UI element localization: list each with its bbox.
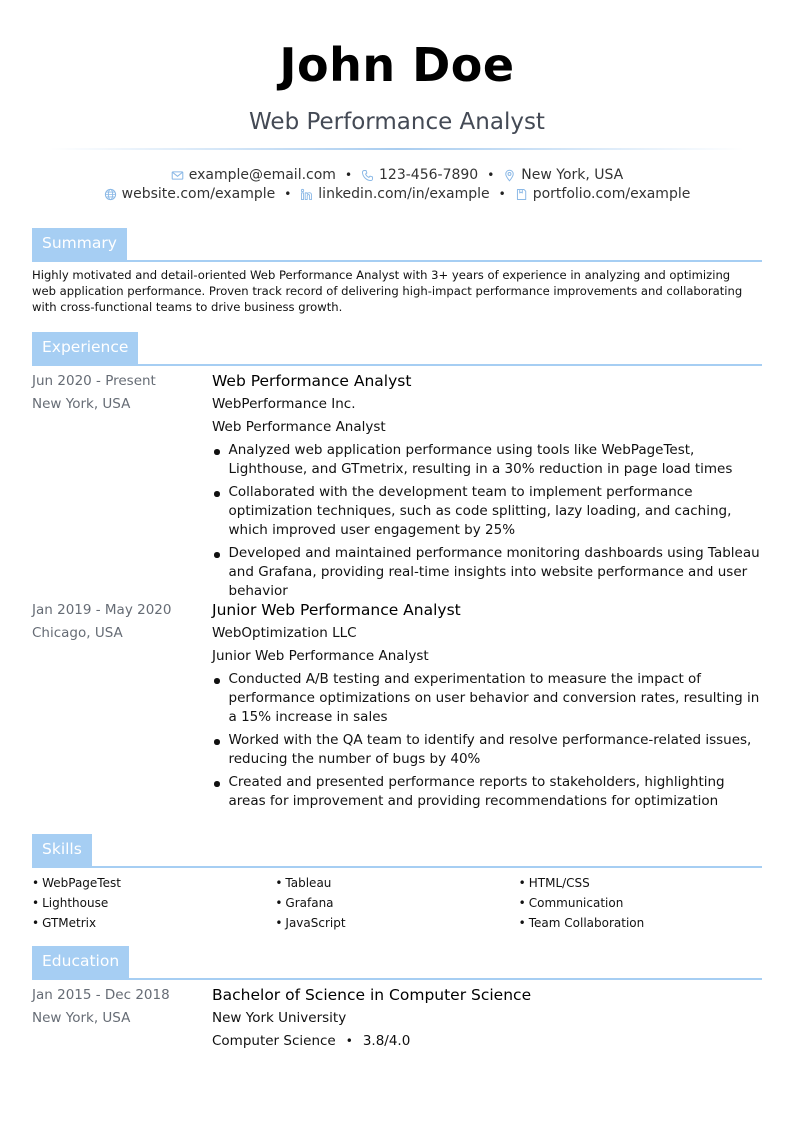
skill-name: HTML/CSS bbox=[528, 876, 590, 890]
candidate-title: Web Performance Analyst bbox=[249, 109, 545, 135]
job-bullet: Worked with the QA team to identify and resolve performance-related issues, reducing the number of bugs by 40% bbox=[212, 731, 762, 769]
skill-name: Lighthouse bbox=[42, 896, 109, 910]
job-bullet: Collaborated with the development team to implement performance optimization techniques, such as code splitting, lazy loading, and caching, which improved user engagement by 25% bbox=[212, 483, 762, 540]
bullet-dot: • bbox=[32, 876, 40, 890]
job-bullet: Created and presented performance reports to stakeholders, highlighting areas for improvement and providing recommendations for optimization bbox=[212, 773, 762, 811]
contact-separator: • bbox=[498, 187, 506, 201]
skill-name: Tableau bbox=[285, 876, 332, 890]
mail-icon bbox=[171, 169, 184, 182]
skill-item bbox=[519, 893, 762, 913]
job-location: Chicago, USA bbox=[32, 625, 123, 641]
experience-section-label: Experience bbox=[32, 332, 138, 364]
education-date: Jan 2015 - Dec 2018 bbox=[32, 987, 170, 1003]
education-field-gpa bbox=[212, 1032, 762, 1051]
contact-row-links bbox=[0, 185, 794, 203]
education-field: Computer Science bbox=[212, 1033, 336, 1049]
job-date: Jan 2019 - May 2020 bbox=[32, 602, 172, 618]
skill-name: JavaScript bbox=[285, 916, 346, 930]
job-details bbox=[212, 372, 762, 605]
contact-linkedin-text: linkedin.com/in/example bbox=[318, 186, 490, 202]
education-section-label: Education bbox=[32, 946, 129, 978]
job-position: Junior Web Performance Analyst bbox=[212, 648, 429, 664]
skill-name: Grafana bbox=[285, 896, 334, 910]
skills-column bbox=[275, 873, 518, 933]
contact-phone[interactable] bbox=[361, 166, 478, 184]
skill-name: GTMetrix bbox=[42, 916, 97, 930]
job-date: Jun 2020 - Present bbox=[32, 373, 156, 389]
skill-item bbox=[275, 873, 518, 893]
contact-email[interactable] bbox=[171, 166, 336, 184]
skill-item bbox=[519, 913, 762, 933]
education-gpa: 3.8/4.0 bbox=[362, 1033, 411, 1049]
skill-item bbox=[32, 913, 275, 933]
skills-column bbox=[32, 873, 275, 933]
skill-item bbox=[32, 893, 275, 913]
skill-name: Communication bbox=[528, 896, 624, 910]
bullet-dot: • bbox=[518, 876, 526, 890]
contact-portfolio-text: portfolio.com/example bbox=[532, 186, 691, 202]
skill-item bbox=[32, 873, 275, 893]
experience-section-header bbox=[32, 332, 762, 366]
job-bullet: Developed and maintained performance monitoring dashboards using Tableau and Grafana, providing real-time insights into website performance and user behavior bbox=[212, 544, 762, 601]
job-details bbox=[212, 601, 762, 815]
contact-location-text: New York, USA bbox=[521, 167, 624, 183]
skills-section-label: Skills bbox=[32, 834, 92, 866]
contact-website[interactable] bbox=[104, 185, 276, 203]
job-location: New York, USA bbox=[32, 396, 131, 412]
bullet-dot: • bbox=[275, 916, 283, 930]
portfolio-icon bbox=[515, 188, 528, 201]
header-divider bbox=[50, 148, 744, 150]
education-separator: • bbox=[345, 1034, 353, 1048]
contact-email-text: example@email.com bbox=[188, 167, 336, 183]
skill-item bbox=[519, 873, 762, 893]
job-company: WebPerformance Inc. bbox=[212, 396, 356, 412]
education-details bbox=[212, 986, 762, 1051]
contact-separator: • bbox=[487, 168, 495, 182]
location-icon bbox=[503, 169, 516, 182]
job-bullet: Conducted A/B testing and experimentation to measure the impact of performance optimizations on user behavior and conversion rates, resulting in a 15% increase in sales bbox=[212, 670, 762, 727]
contact-website-text: website.com/example bbox=[121, 186, 276, 202]
contact-separator: • bbox=[284, 187, 292, 201]
linkedin-icon bbox=[300, 188, 313, 201]
bullet-dot: • bbox=[518, 896, 526, 910]
skills-column bbox=[519, 873, 762, 933]
bullet-dot: • bbox=[518, 916, 526, 930]
job-role: Web Performance Analyst bbox=[212, 372, 412, 390]
skill-item bbox=[275, 893, 518, 913]
bullet-dot: • bbox=[32, 916, 40, 930]
summary-section-label: Summary bbox=[32, 228, 127, 260]
contact-separator: • bbox=[344, 168, 353, 182]
contact-phone-text: 123-456-7890 bbox=[379, 167, 479, 183]
candidate-name: John Doe bbox=[279, 38, 515, 92]
skill-item bbox=[275, 913, 518, 933]
job-position: Web Performance Analyst bbox=[212, 419, 386, 435]
contact-location bbox=[503, 166, 623, 184]
summary-text: Highly motivated and detail-oriented Web Performance Analyst with 3+ years of experience in analyzing and optimizing web application performance. Proven track record of delivering high-impact performance improvements and collaborating with cross-functional teams to drive business growth. bbox=[32, 268, 743, 315]
phone-icon bbox=[361, 169, 374, 182]
education-school: New York University bbox=[212, 1010, 347, 1026]
skills-section-header bbox=[32, 834, 762, 868]
contact-portfolio[interactable] bbox=[515, 185, 691, 203]
job-bullet: Analyzed web application performance using tools like WebPageTest, Lighthouse, and GTmetrix, resulting in a 30% reduction in page load times bbox=[212, 441, 762, 479]
summary-section-header bbox=[32, 228, 762, 262]
contact-linkedin[interactable] bbox=[300, 185, 489, 203]
job-role: Junior Web Performance Analyst bbox=[212, 601, 461, 619]
job-bullets bbox=[212, 670, 762, 811]
education-location: New York, USA bbox=[32, 1010, 131, 1026]
education-section-header bbox=[32, 946, 762, 980]
bullet-dot: • bbox=[275, 896, 283, 910]
globe-icon bbox=[104, 188, 117, 201]
education-degree: Bachelor of Science in Computer Science bbox=[212, 986, 532, 1004]
bullet-dot: • bbox=[32, 896, 40, 910]
job-company: WebOptimization LLC bbox=[212, 625, 357, 641]
skill-name: WebPageTest bbox=[42, 876, 121, 890]
job-bullets bbox=[212, 441, 762, 601]
skill-name: Team Collaboration bbox=[528, 916, 645, 930]
bullet-dot: • bbox=[275, 876, 283, 890]
skills-grid bbox=[32, 873, 762, 933]
contact-row-primary bbox=[0, 166, 794, 184]
